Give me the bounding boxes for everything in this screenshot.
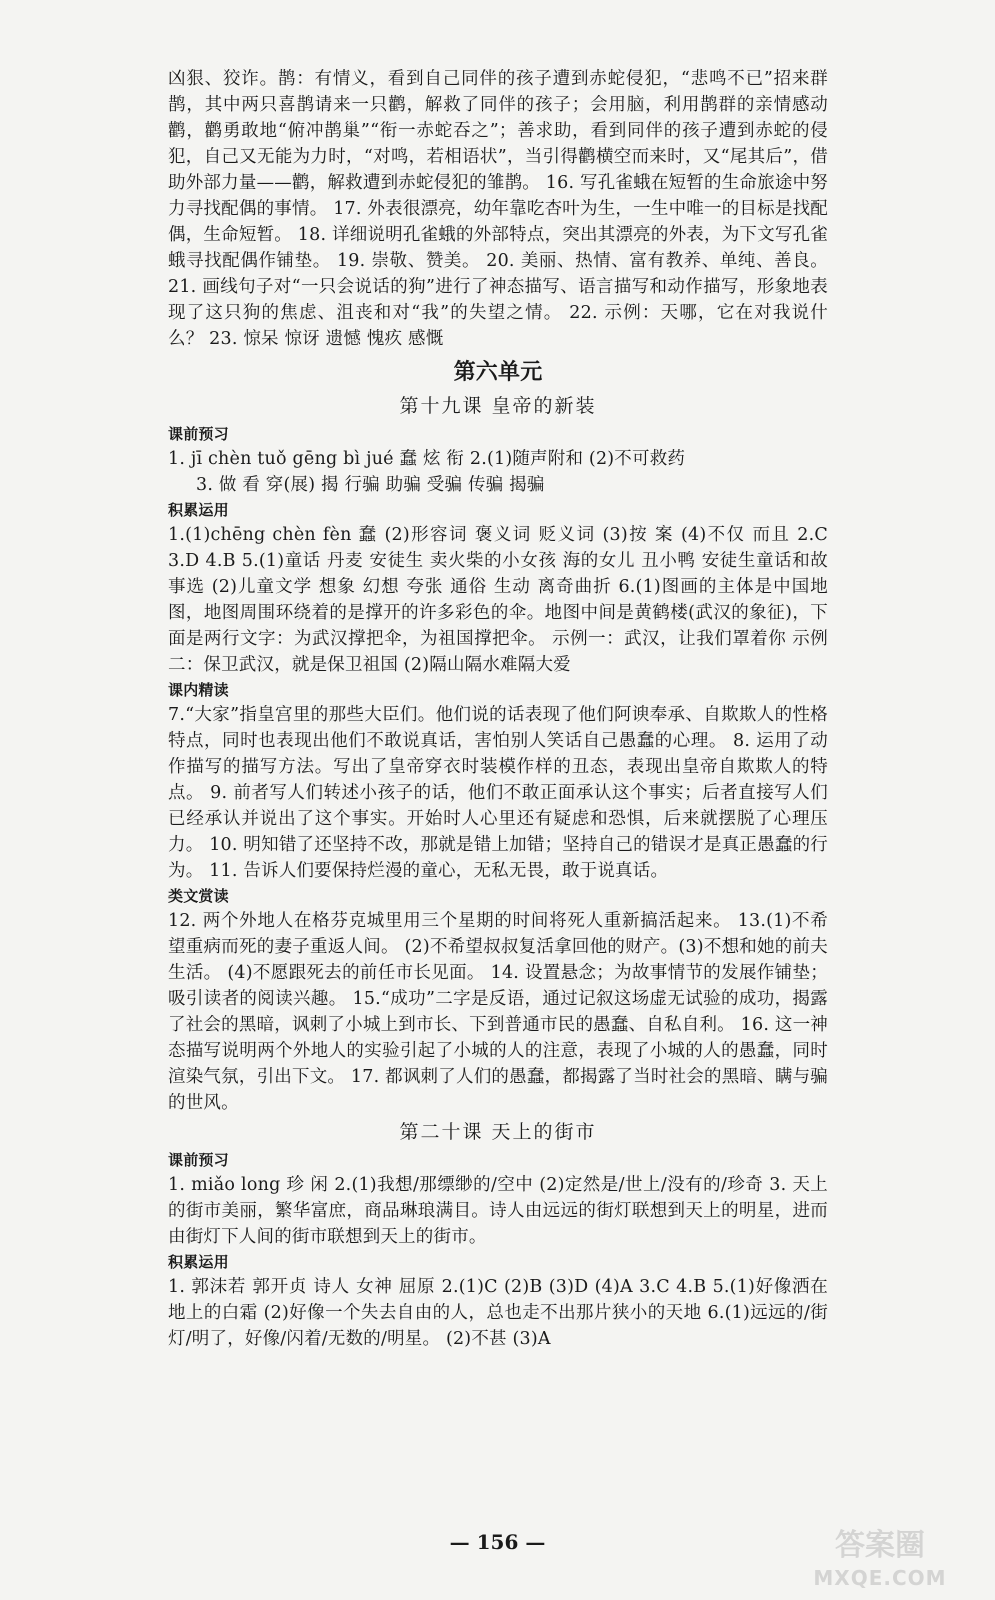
lesson-19-preview-line-2: 3. 做 看 穿(展) 揭 行骗 助骗 受骗 传骗 揭骗 <box>196 475 545 495</box>
lesson-19-preview-line-1: 1. jī chèn tuǒ gēng bì jué 蠢 炫 衔 2.(1)随声附和 (2)不可救药 <box>168 449 686 469</box>
page-number: — 156 — <box>449 1530 546 1554</box>
lesson-19-extended-reading-text: 12. 两个外地人在格芬克城里用三个星期的时间将死人重新搞活起来。 13.(1)不希望重病而死的妻子重返人间。 (2)不希望叔叔复活拿回他的财产。(3)不想和她的前夫生活。 (4)不愿跟死去的前任市长见面。 14. 设置悬念；为故事情节的发展作铺垫；吸引读者的阅读兴趣。 15.“成功”二字是反语，通过记叙这场虚无试验的成功，揭露了社会的黑暗，讽刺了小城上到市长、下到普通市民的愚蠢、自私自利。 16. 这一神态描写说明两个外地人的实验引起了小城的人的注意，表现了小城的人的愚蠢，同时渲染气氛，引出下文。 17. 都讽刺了人们的愚蠢，都揭露了当时社会的黑暗、瞒与骗的世风。 <box>168 911 828 1113</box>
watermark-chars: 答案圈 <box>835 1528 925 1563</box>
lesson-19-title: 第十九课 皇帝的新装 <box>399 395 597 417</box>
unit-title: 第六单元 <box>453 360 543 385</box>
lesson-20-preview-text: 1. miǎo long 珍 闲 2.(1)我想/那缥缈的/空中 (2)定然是/世上/没有的/珍奇 3. 天上的街市美丽，繁华富庶，商品琳琅满目。诗人由远远的街灯联想到天上的明星，进而由街灯下人间的街市联想到天上的街市。 <box>168 1175 828 1247</box>
lesson-19-close-reading-text: 7.“大家”指皇宫里的那些大臣们。他们说的话表现了他们阿谀奉承、自欺欺人的性格特点，同时也表现出他们不敢说真话，害怕别人笑话自己愚蠢的心理。 8. 运用了动作描写的描写方法。写出了皇帝穿衣时装模作样的丑态，表现出皇帝自欺欺人的特点。 9. 前者写人们转述小孩子的话，他们不敢正面承认这个事实；后者直接写人们已经承认并说出了这个事实。开始时人心里还有疑虑和恐惧，后来就摆脱了心理压力。 10. 明知错了还坚持不改，那就是错上加错；坚持自己的错误才是真正愚蠢的行为。 11. 告诉人们要保持烂漫的童心，无私无畏，敢于说真话。 <box>168 705 828 881</box>
lesson-20-title: 第二十课 天上的街市 <box>399 1121 597 1143</box>
lesson-19-section-extended-reading-heading: 类文赏读 <box>168 887 229 905</box>
lesson-19-section-accumulation-heading: 积累运用 <box>168 501 229 519</box>
watermark-logo <box>795 1520 965 1590</box>
answer-content <box>168 66 828 1352</box>
lesson-20-accumulation-text: 1. 郭沫若 郭开贞 诗人 女神 屈原 2.(1)C (2)B (3)D (4)A 3.C 4.B 5.(1)好像洒在地上的白霜 (2)好像一个失去自由的人，总也走不出那片狭小的天地 6.(1)远远的/街灯/明了，好像/闪着/无数的/明星。 (2)不甚 (3)A <box>168 1277 828 1349</box>
lesson-19-section-close-reading-heading: 课内精读 <box>168 681 229 699</box>
watermark-url: MXQE.COM <box>813 1566 947 1590</box>
lesson-20-section-preview-heading: 课前预习 <box>168 1151 229 1169</box>
lesson-20-section-accumulation-heading: 积累运用 <box>168 1253 229 1271</box>
lesson-19-accumulation-text: 1.(1)chēng chèn fèn 蠢 (2)形容词 褒义词 贬义词 (3)按 案 (4)不仅 而且 2.C 3.D 4.B 5.(1)童话 丹麦 安徒生 卖火柴的小女孩 海的女儿 丑小鸭 安徒生童话和故事选 (2)儿童文学 想象 幻想 夸张 通俗 生动 离奇曲折 6.(1)图画的主体是中国地图，地图周围环绕着的是撑开的许多彩色的伞。地图中间是黄鹤楼(武汉的象征)，下面是两行文字：为武汉撑把伞，为祖国撑把伞。 示例一：武汉，让我们罩着你 示例二：保卫武汉，就是保卫祖国 (2)隔山隔水难隔大爱 <box>168 525 828 675</box>
lesson-19-section-preview-heading: 课前预习 <box>168 425 229 443</box>
top-paragraph: 凶狠、狡诈。鹊：有情义，看到自己同伴的孩子遭到赤蛇侵犯，“悲鸣不已”招来群鹊，其中两只喜鹊请来一只鹳，解救了同伴的孩子；会用脑，利用鹊群的亲情感动鹳，鹳勇敢地“俯冲鹊巢”“衔一赤蛇吞之”；善求助，看到同伴的孩子遭到赤蛇的侵犯，自己又无能为力时，“对鸣，若相语状”，当引得鹳横空而来时，又“尾其后”，借助外部力量——鹳，解救遭到赤蛇侵犯的雏鹊。 16. 写孔雀蛾在短暂的生命旅途中努力寻找配偶的事情。 17. 外表很漂亮，幼年靠吃杏叶为生，一生中唯一的目标是找配偶，生命短暂。 18. 详细说明孔雀蛾的外部特点，突出其漂亮的外表，为下文写孔雀蛾寻找配偶作铺垫。 19. 崇敬、赞美。 20. 美丽、热情、富有教养、单纯、善良。 21. 画线句子对“一只会说话的狗”进行了神态描写、语言描写和动作描写，形象地表现了这只狗的焦虑、沮丧和对“我”的失望之情。 22. 示例：天哪，它在对我说什么？ 23. 惊呆 惊讶 遗憾 愧疚 感慨 <box>168 69 828 349</box>
